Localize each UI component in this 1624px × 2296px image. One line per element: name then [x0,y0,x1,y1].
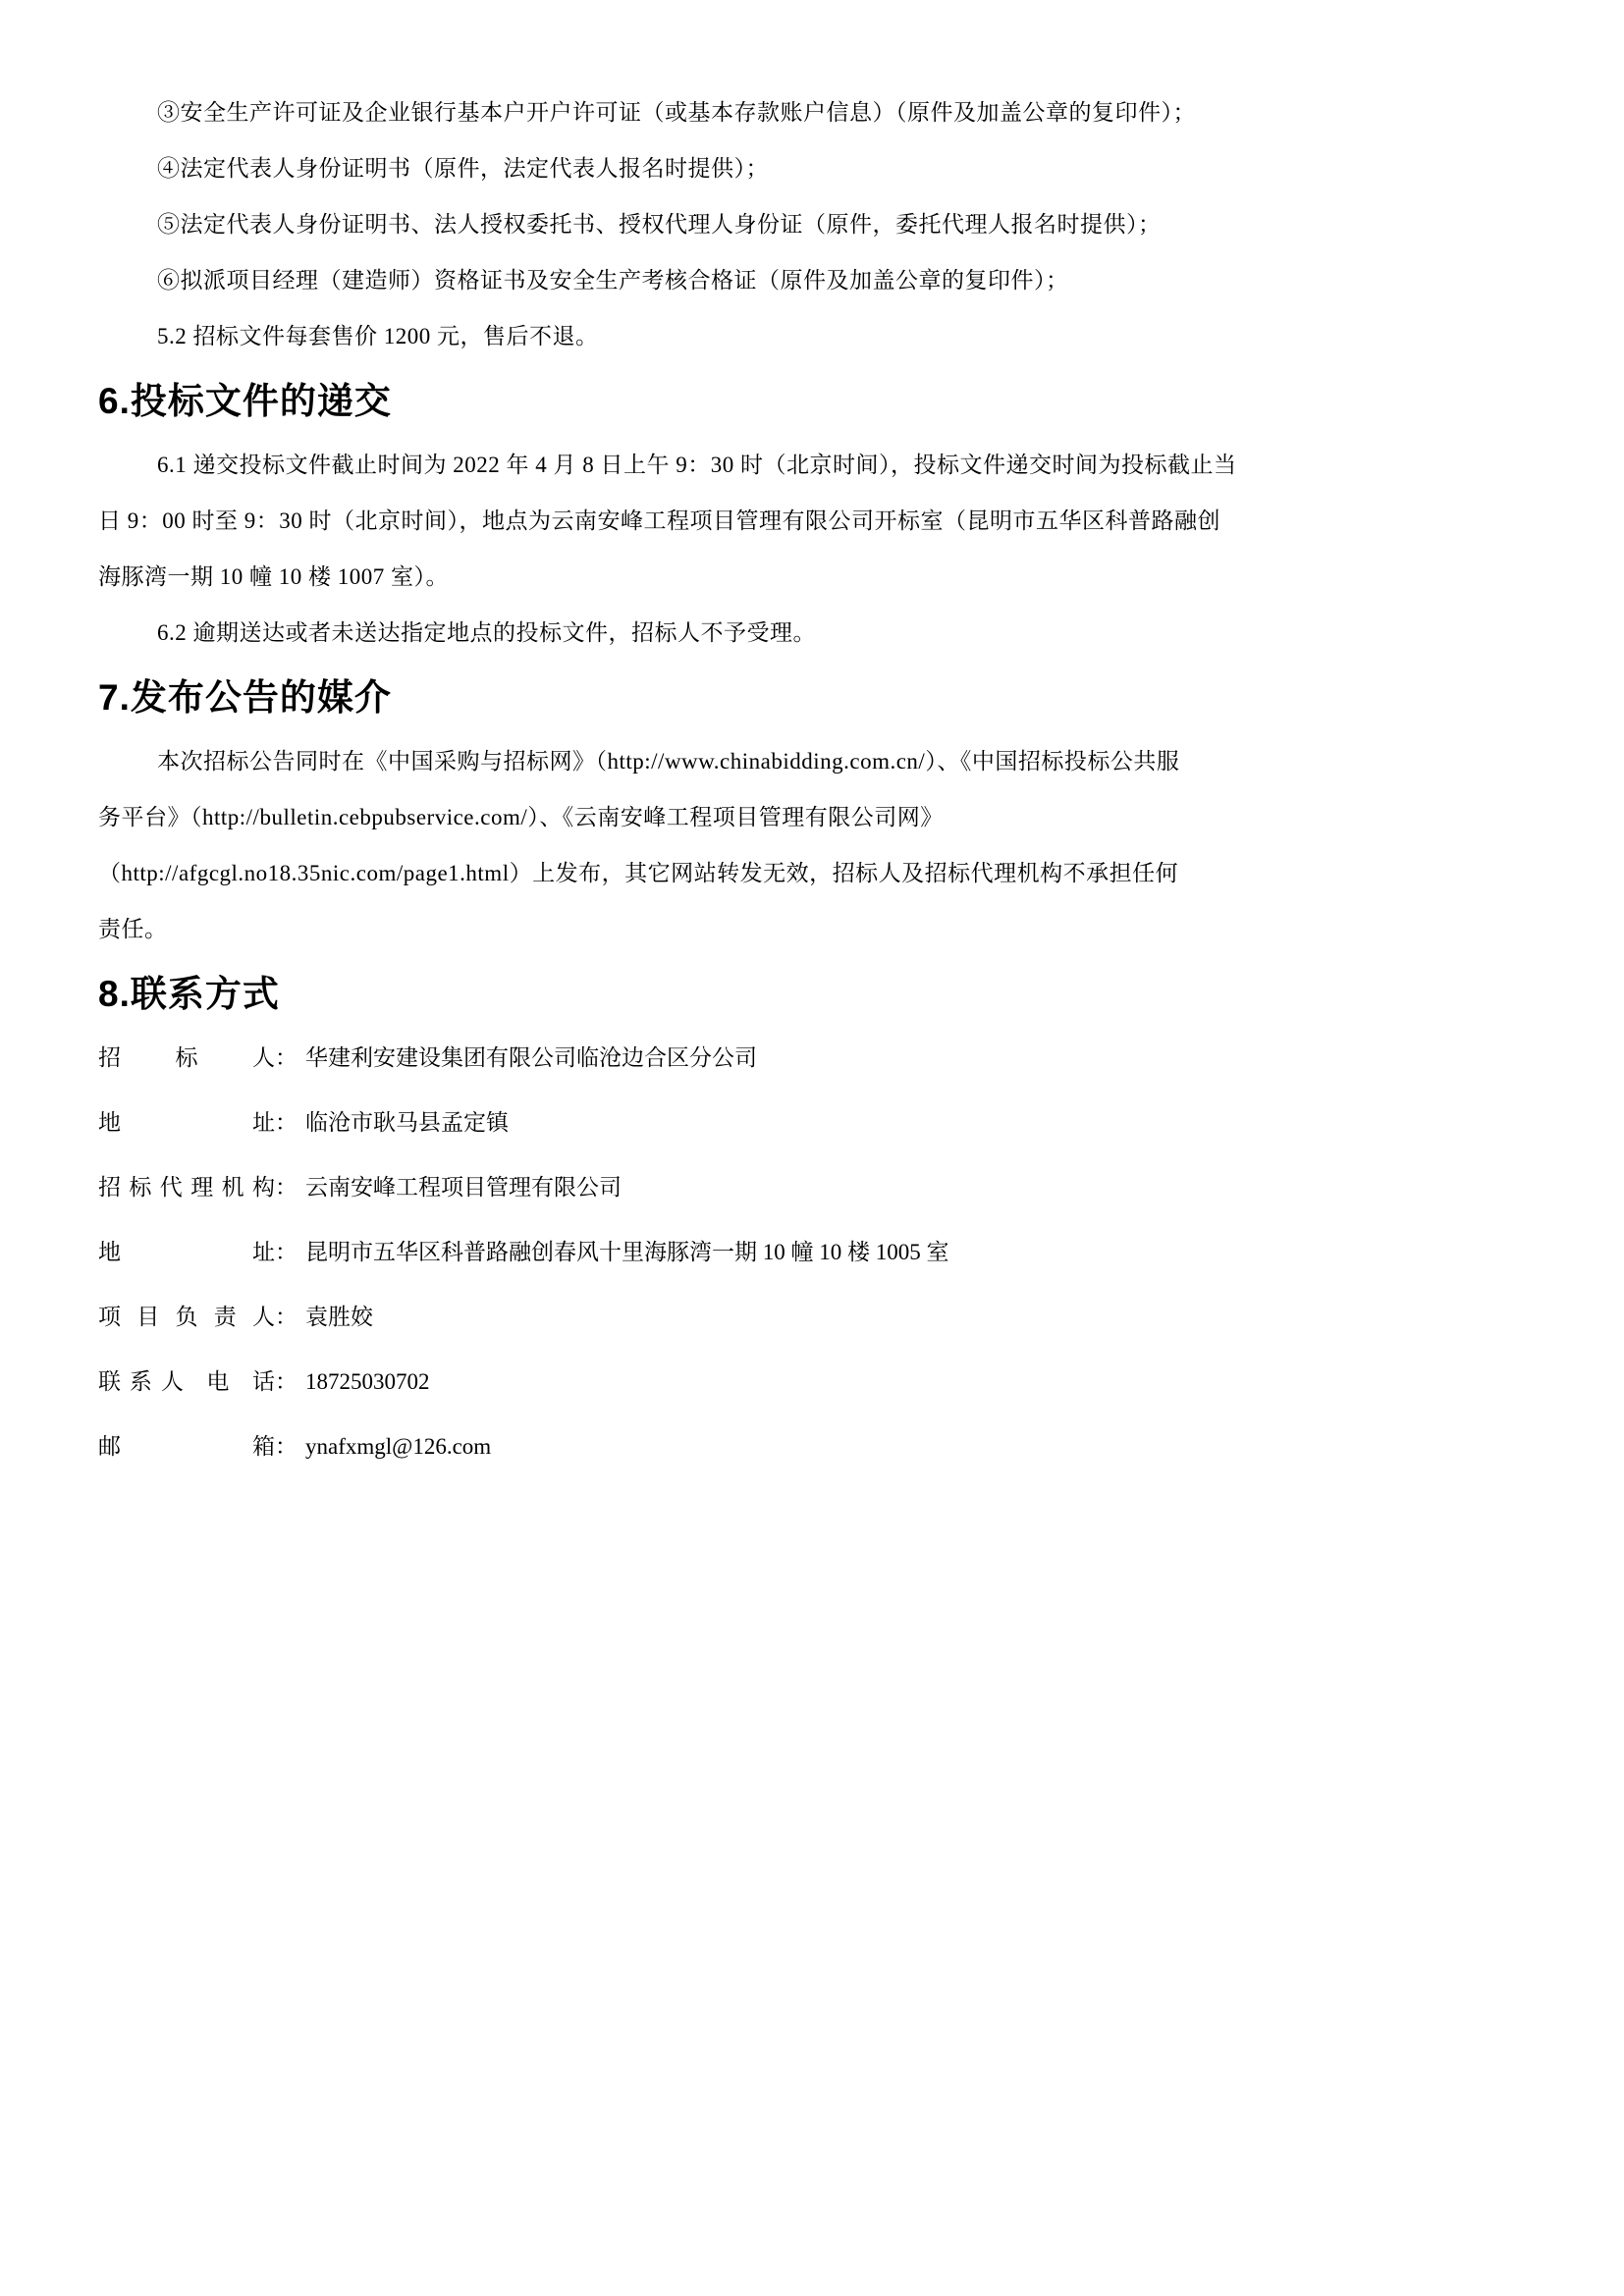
clause-6-2: 6.2 逾期送达或者未送达指定地点的投标文件，招标人不予受理。 [157,620,816,645]
paragraph-line: 日 9：00 时至 9：30 时（北京时间），地点为云南安峰工程项目管理有限公司开标室（昆明市五华区科普路融创 [98,508,1220,533]
list-item-circle3: ③安全生产许可证及企业银行基本户开户许可证（或基本存款账户信息）（原件及加盖公章的复印件）； [157,100,1196,125]
clause-6-1-paragraph [98,437,1526,605]
contact-label: 地址 [98,1240,275,1264]
list-item-circle6: ⑥拟派项目经理（建造师）资格证书及安全生产考核合格证（原件及加盖公章的复印件）； [157,268,1069,293]
contact-colon: ： [275,1240,298,1264]
list-item-circle4: ④法定代表人身份证明书（原件，法定代表人报名时提供）； [157,156,769,181]
paragraph-line: 责任。 [98,917,168,941]
contact-label: 项目负责人 [98,1305,275,1329]
contact-colon: ： [275,1305,298,1329]
clause-5-2: 5.2 招标文件每套售价 1200 元，售后不退。 [157,324,599,348]
contact-row-email [98,1418,1526,1474]
contact-label: 地址 [98,1110,275,1135]
paragraph-line: 本次招标公告同时在《中国采购与招标网》（http://www.chinabidding.com.cn/）、《中国招标投标公共服 [157,749,1180,774]
contact-colon: ： [275,1175,298,1200]
contact-row-phone [98,1354,1526,1410]
contact-colon: ： [275,1110,298,1135]
contact-row-agency-address [98,1224,1526,1280]
contact-label: 招标人 [98,1045,275,1070]
contact-row-tenderee-address [98,1095,1526,1150]
paragraph-line: 务平台》（http://bulletin.cebpubservice.com/）、《云南安峰工程项目管理有限公司网》 [98,805,944,829]
contact-value: 华建利安建设集团有限公司临沧边合区分公司 [305,1045,757,1070]
contact-colon: ： [275,1434,298,1459]
contact-row-agency [98,1159,1526,1215]
contact-value: 临沧市耿马县孟定镇 [305,1110,509,1135]
list-item-circle5: ⑤法定代表人身份证明书、法人授权委托书、授权代理人身份证（原件，委托代理人报名时提供）； [157,212,1162,237]
contact-row-project-leader [98,1289,1526,1345]
contact-value: ynafxmgl@126.com [305,1434,492,1459]
contact-label: 联系人 电 话 [98,1369,275,1394]
contact-value: 昆明市五华区科普路融创春风十里海豚湾一期 10 幢 10 楼 1005 室 [305,1240,949,1264]
paragraph-line: 海豚湾一期 10 幢 10 楼 1007 室）。 [98,564,449,589]
contact-colon: ： [275,1369,298,1394]
contact-label: 招标代理机构 [98,1175,275,1200]
section-7-heading: 7.发布公告的媒介 [98,677,392,718]
section-8-heading: 8.联系方式 [98,974,280,1014]
contact-value: 18725030702 [305,1369,430,1394]
contact-label: 邮箱 [98,1434,275,1459]
paragraph-line: （http://afgcgl.no18.35nic.com/page1.html）上发布，其它网站转发无效，招标人及招标代理机构不承担任何 [98,861,1179,885]
contact-row-tenderee [98,1030,1526,1086]
section-7-paragraph [98,733,1526,957]
contact-value: 云南安峰工程项目管理有限公司 [305,1175,622,1200]
section-6-heading: 6.投标文件的递交 [98,381,392,421]
contact-value: 袁胜姣 [305,1305,373,1329]
paragraph-line: 6.1 递交投标文件截止时间为 2022 年 4 月 8 日上午 9：30 时（北京时间），投标文件递交时间为投标截止当 [157,453,1237,477]
contact-colon: ： [275,1045,298,1070]
